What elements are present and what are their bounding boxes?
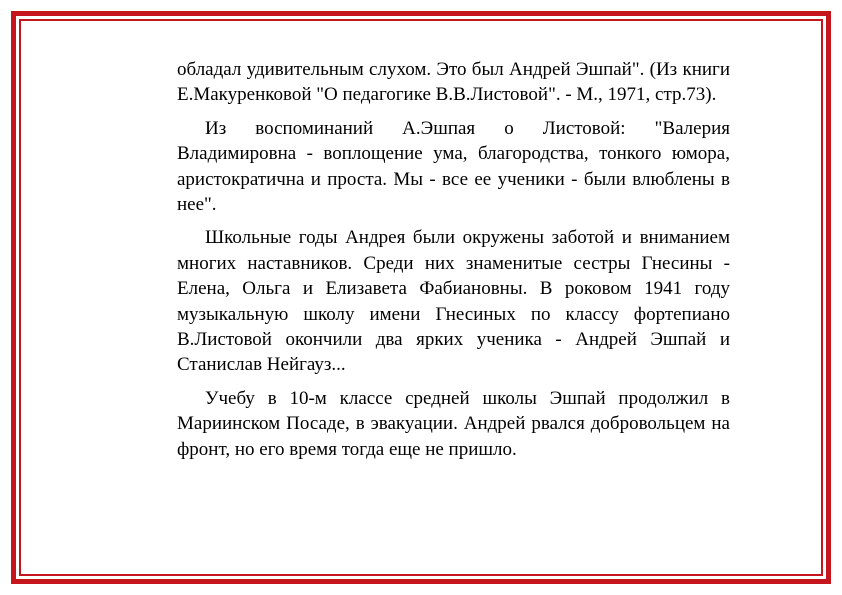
paragraph-school-years: Школьные годы Андрея были окружены заботой и вниманием многих наставников. Среди них знаменитые сестры Гнесины - Елена, Ольга и Елизавета Фабиановны. В роковом 1941 году музыкальную школу имени Гнесиных по классу фортепиано В.Листовой окончили два ярких ученика - Андрей Эшпай и Станислав Нейгауз... (177, 227, 730, 376)
paragraph-eshpai-memories: Из воспоминаний А.Эшпая о Листовой: "Валерия Владимировна - воплощение ума, благородства, тонкого юмора, аристократична и проста. Мы - все ее ученики - были влюблены в нее". (177, 117, 730, 216)
document-text (177, 57, 730, 470)
paragraph-evacuation: Учебу в 10-м классе средней школы Эшпай продолжил в Мариинском Посаде, в эвакуации. Андрей рвался добровольцем на фронт, но его время тогда еще не пришло. (177, 387, 730, 460)
paragraph-quote-continuation: обладал удивительным слухом. Это был Андрей Эшпай". (Из книги Е.Макуренковой "О педагогике В.В.Листовой". - М., 1971, стр.73). (177, 59, 730, 106)
